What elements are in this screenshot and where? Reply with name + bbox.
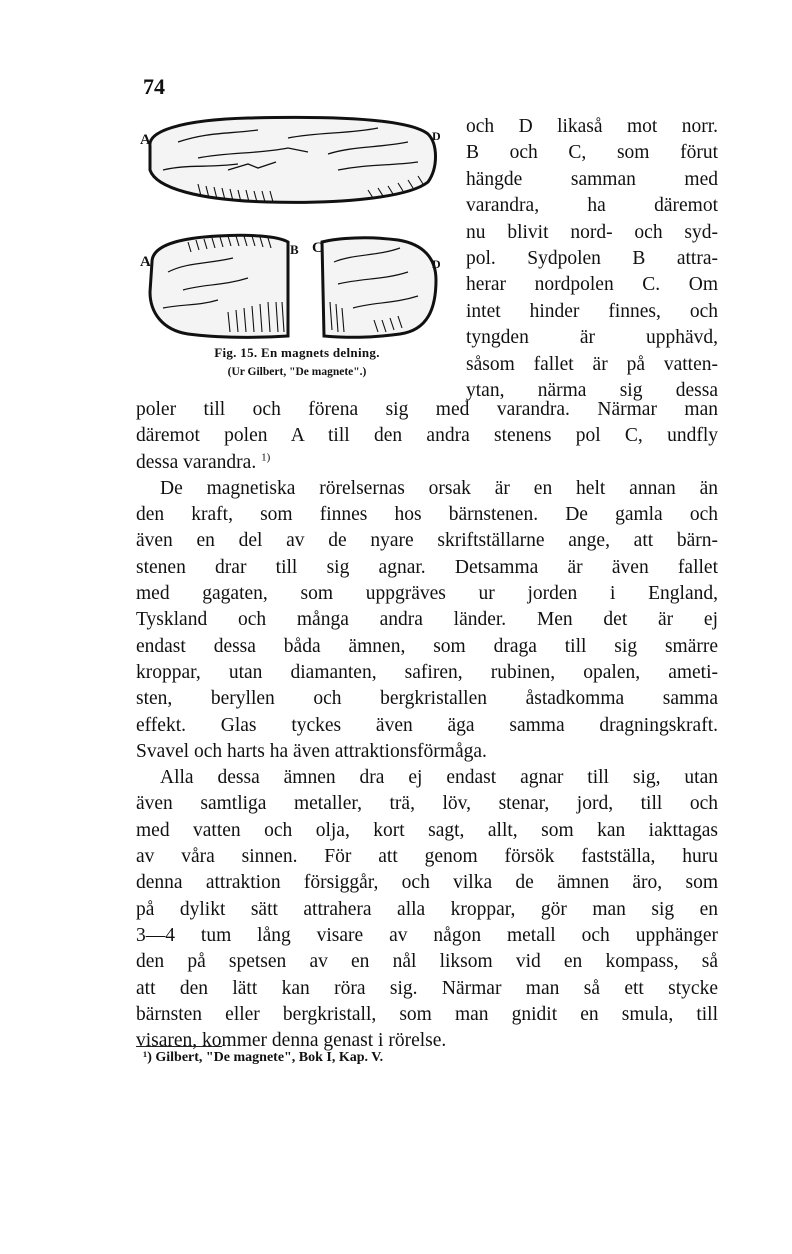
label-top-a: A [140,132,151,148]
right-magnet-half [322,238,436,337]
whole-magnet-stone [150,117,436,202]
text-line: med vatten och olja, kort sagt, allt, som kan iakttagas [136,819,718,841]
footnote-marker: ¹) [143,1050,152,1065]
text-line: den på spetsen av en nål liksom vid en kompass, så [136,951,718,973]
paragraph-start-line: De magnetiska rörelsernas orsak är en helt annan än [160,477,718,499]
text-line: 3—4 tum lång visare av någon metall och upphänger [136,924,718,946]
text-line: även samtliga metaller, trä, löv, stenar, jord, till och [136,793,718,815]
text-line: pol. Sydpolen B attra- [466,248,718,270]
text-line: ytan, närma sig dessa [466,380,718,402]
label-bottom-b: B [290,242,299,257]
text-line: sten, beryllen och bergkristallen åstadkomma samma [136,688,718,710]
text-line: Tyskland och många andra länder. Men det är ej [136,609,718,631]
footnote-reference: 1) [261,451,271,464]
text-line: nu blivit nord- och syd- [466,221,718,243]
label-bottom-d: D [432,257,441,271]
magnet-illustration [138,112,456,342]
text-line: på dylikt sätt attrahera alla kroppar, gör man sig en [136,898,718,920]
text-line: att den lätt kan röra sig. Närmar man så ett stycke [136,977,718,999]
side-column-text [466,114,718,404]
label-top-d: D [432,129,441,143]
text-line-content: dessa varandra. [136,451,257,473]
text-line: även en del av de nyare skriftställarne ange, att bärn- [136,530,718,552]
text-line: såsom fallet är på vatten- [466,353,718,375]
page-number: 74 [143,74,165,99]
text-line [136,450,718,476]
text-line: av våra sinnen. För att genom försök fastställa, huru [136,846,718,868]
text-line: denna attraktion försiggår, och vilka de ämnen äro, som [136,872,718,894]
text-line: kroppar, utan diamanten, safiren, rubinen, opalen, ameti- [136,661,718,683]
label-bottom-a: A [140,254,151,270]
text-line: och D likaså mot norr. [466,116,718,137]
figure-magnet-division [138,112,456,387]
figure-caption: Fig. 15. En magnets delning. [214,345,380,360]
text-line: tyngden är upphävd, [466,327,718,349]
footnote [143,1050,383,1066]
label-bottom-c: C [312,240,323,256]
text-line: Svavel och harts ha även attraktionsförmåga. [136,740,487,762]
paragraph-start-line: Alla dessa ämnen dra ej endast agnar till sig, utan [160,767,718,789]
text-line: bärnsten eller bergkristall, som man gnidit en smula, till [136,1003,718,1025]
figure-source: (Ur Gilbert, "De magnete".) [227,366,367,378]
text-line: varandra, ha däremot [466,195,718,217]
text-line: poler till och förena sig med varandra. Närmar man [136,399,718,420]
text-line: däremot polen A till den andra stenens pol C, undfly [136,425,718,447]
text-line: med gagaten, som uppgräves ur jorden i England, [136,583,718,605]
text-line: herar nordpolen C. Om [466,274,718,296]
body-text [136,397,718,1054]
text-line: intet hinder finnes, och [466,300,718,322]
footnote-divider [136,1046,222,1047]
text-line: visaren, kommer denna genast i rörelse. [136,1030,447,1052]
text-line: B och C, som förut [466,142,718,164]
text-line: den kraft, som finnes hos bärnstenen. De gamla och [136,504,718,526]
text-line: stenen drar till sig agnar. Detsamma är även fallet [136,556,718,578]
text-line: hängde samman med [466,168,718,190]
left-magnet-half [150,235,288,337]
text-line: endast dessa båda ämnen, som draga till sig smärre [136,635,718,657]
footnote-text: Gilbert, "De magnete", Bok I, Kap. V. [155,1050,384,1065]
text-line: effekt. Glas tyckes även äga samma dragningskraft. [136,714,718,736]
